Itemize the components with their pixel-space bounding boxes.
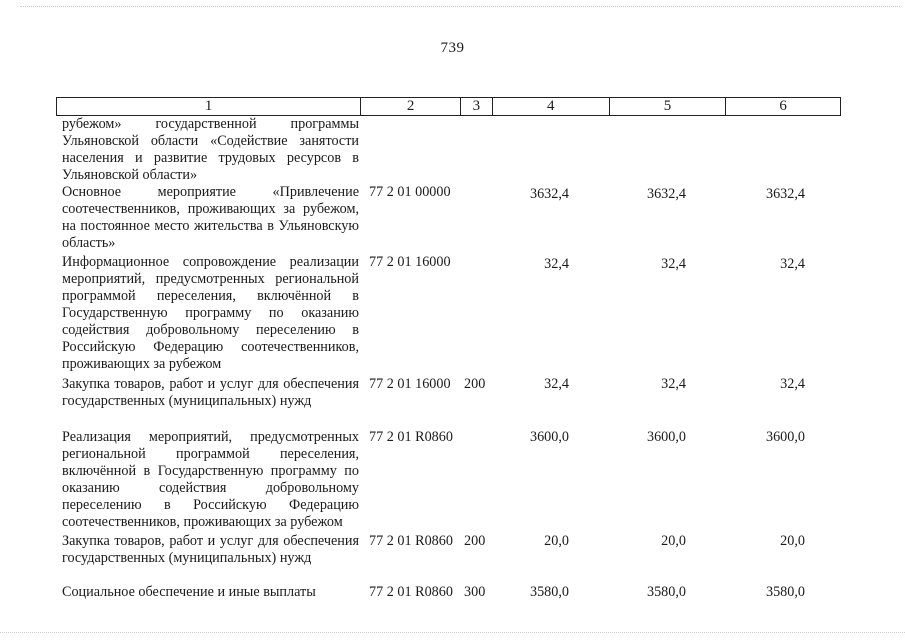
row-value-col4: 32,4 — [544, 376, 569, 392]
row-value-col6: 3580,0 — [765, 584, 805, 600]
row-value-col5: 3600,0 — [646, 429, 686, 445]
row-value-col6: 20,0 — [780, 533, 805, 549]
row-description: рубежом» государственной программы Ульяновской области «Содействие занятости населения и развитие трудовых ресурсов в Ульяновской области» — [62, 116, 359, 183]
row-description: Основное мероприятие «Привлечение соотечественников, проживающих за рубежом, на постоянное место жительства в Ульяновскую область» — [62, 184, 359, 251]
row-value-col6: 32,4 — [780, 376, 805, 392]
row-expense-type: 300 — [464, 584, 486, 600]
header-cell-1: 1 — [57, 98, 361, 115]
header-cell-3: 3 — [461, 98, 493, 115]
row-value-col4: 32,4 — [544, 256, 569, 272]
row-description: Социальное обеспечение и иные выплаты — [62, 584, 316, 600]
row-description: Реализация мероприятий, предусмотренных региональной программой переселения, включённой в Государственную программу по оказанию содействия добровольному переселению в Российскую Федерацию соотечественников, проживающих за рубежом — [62, 429, 359, 530]
row-target-code: 77 2 01 R0860 — [369, 429, 453, 445]
row-description: Информационное сопровождение реализации мероприятий, предусмотренных региональной программой переселения, включённой в Государственную программу по оказанию содействия добровольному переселению в Российскую Федерацию соотечественников, проживающих за рубежом — [62, 254, 359, 372]
row-target-code: 77 2 01 16000 — [369, 254, 451, 270]
row-value-col6: 32,4 — [780, 256, 805, 272]
row-value-col5: 32,4 — [661, 256, 686, 272]
row-value-col5: 32,4 — [661, 376, 686, 392]
row-target-code: 77 2 01 16000 — [369, 376, 451, 392]
row-value-col4: 3600,0 — [529, 429, 569, 445]
header-cell-2: 2 — [361, 98, 461, 115]
row-target-code: 77 2 01 00000 — [369, 184, 451, 200]
row-value-col6: 3632,4 — [765, 186, 805, 202]
row-description: Закупка товаров, работ и услуг для обеспечения государственных (муниципальных) нужд — [62, 533, 359, 566]
page-number: 739 — [440, 40, 465, 56]
row-expense-type: 200 — [464, 376, 486, 392]
header-cell-5: 5 — [610, 98, 727, 115]
header-cell-6: 6 — [779, 98, 787, 114]
row-value-col4: 3632,4 — [529, 186, 569, 202]
row-value-col5: 20,0 — [661, 533, 686, 549]
row-target-code: 77 2 01 R0860 — [369, 533, 453, 549]
scan-edge-top — [20, 6, 900, 7]
row-target-code: 77 2 01 R0860 — [369, 584, 453, 600]
row-value-col6: 3600,0 — [765, 429, 805, 445]
row-value-col4: 20,0 — [544, 533, 569, 549]
scan-edge-bottom — [0, 632, 905, 633]
row-description: Закупка товаров, работ и услуг для обеспечения государственных (муниципальных) нужд — [62, 376, 359, 409]
row-value-col5: 3632,4 — [646, 186, 686, 202]
table-header-row — [56, 97, 841, 116]
row-value-col5: 3580,0 — [646, 584, 686, 600]
row-value-col4: 3580,0 — [529, 584, 569, 600]
row-expense-type: 200 — [464, 533, 486, 549]
header-cell-4: 4 — [493, 98, 610, 115]
